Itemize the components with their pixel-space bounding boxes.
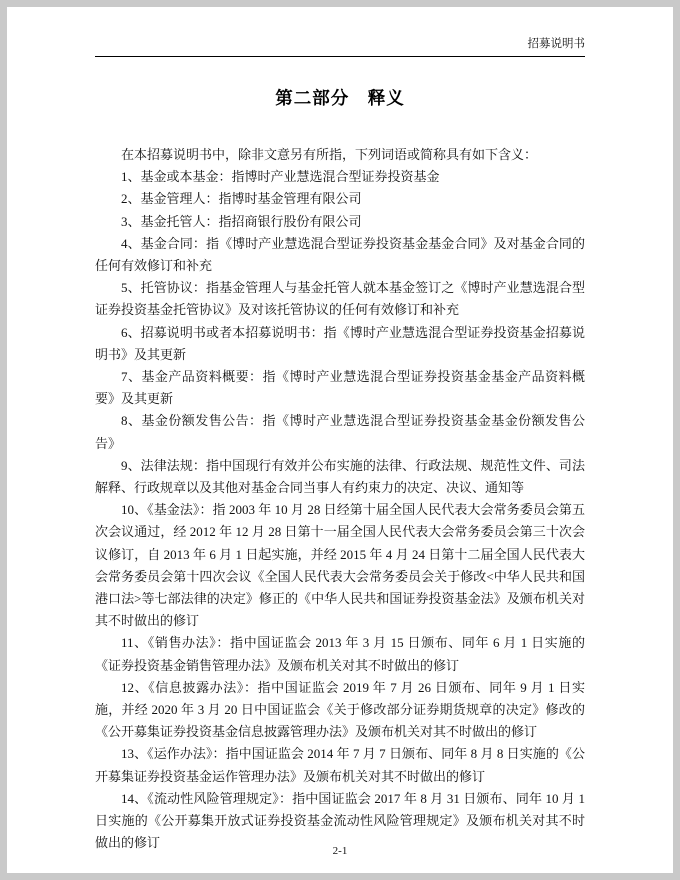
definition-item-6: 6、招募说明书或者本招募说明书：指《博时产业慧选混合型证券投资基金招募说明书》及其更新 [95,324,585,362]
definition-item-10: 10、《基金法》：指 2003 年 10 月 28 日经第十届全国人民代表大会常务委员会第五次会议通过，经 2012 年 12 月 28 日第十一届全国人民代表大会常务委员会第三十次会议修订，自 2013 年 6 月 1 日起实施，并经 2015 年 4 月 24 日第十二届全国人民代表大会常务委员会第十四次会议《全国人民代表大会常务委员会关于修改<中华人民共和国港口法>等七部法律的决定》修正的《中华人民共和国证券投资基金法》及颁布机关对其不时做出的修订 [95,502,585,629]
definition-item-13: 13、《运作办法》：指中国证监会 2014 年 7 月 7 日颁布、同年 8 月 8 日实施的《公开募集证券投资基金运作管理办法》及颁布机关对其不时做出的修订 [95,746,585,784]
definition-item-9: 9、法律法规：指中国现行有效并公布实施的法律、行政法规、规范性文件、司法解释、行政规章以及其他对基金合同当事人有约束力的决定、决议、通知等 [95,457,585,496]
definition-item-12: 12、《信息披露办法》：指中国证监会 2019 年 7 月 26 日颁布、同年 9 月 1 日实施，并经 2020 年 3 月 20 日中国证监会《关于修改部分证券期货规章的决定》修改的《公开募集证券投资基金信息披露管理办法》及颁布机关对其不时做出的修订 [95,679,585,740]
header-text: 招募说明书 [527,38,585,50]
document-page [7,7,673,873]
definition-item-7: 7、基金产品资料概要：指《博时产业慧选混合型证券投资基金基金产品资料概要》及其更新 [95,369,585,407]
definition-item-4: 4、基金合同：指《博时产业慧选混合型证券投资基金基金合同》及对基金合同的任何有效修订和补充 [95,235,585,274]
page-content [7,7,673,855]
intro-paragraph: 在本招募说明书中，除非文意另有所指，下列词语或简称具有如下含义： [121,147,538,162]
definition-item-5: 5、托管协议：指基金管理人与基金托管人就本基金签订之《博时产业慧选混合型证券投资基金托管协议》及对该托管协议的任何有效修订和补充 [95,280,585,318]
page-header [95,35,585,57]
definition-item-8: 8、基金份额发售公告：指《博时产业慧选混合型证券投资基金基金份额发售公告》 [95,413,585,451]
section-title: 第二部分 释义 [275,88,405,108]
definition-item-14: 14、《流动性风险管理规定》：指中国证监会 2017 年 8 月 31 日颁布、同年 10 月 1 日实施的《公开募集开放式证券投资基金流动性风险管理规定》及颁布机关对其不时做出的修订 [95,790,585,851]
definition-item-3: 3、基金托管人：指招商银行股份有限公司 [121,213,362,229]
definition-item-2: 2、基金管理人：指博时基金管理有限公司 [121,191,362,207]
definition-item-1: 1、基金或本基金：指博时产业慧选混合型证券投资基金 [121,169,440,185]
page-number: 2-1 [332,845,348,857]
definition-item-11: 11、《销售办法》：指中国证监会 2013 年 3 月 15 日颁布、同年 6 月 1 日实施的《证券投资基金销售管理办法》及颁布机关对其不时做出的修订 [95,635,585,673]
document-body [95,144,585,855]
